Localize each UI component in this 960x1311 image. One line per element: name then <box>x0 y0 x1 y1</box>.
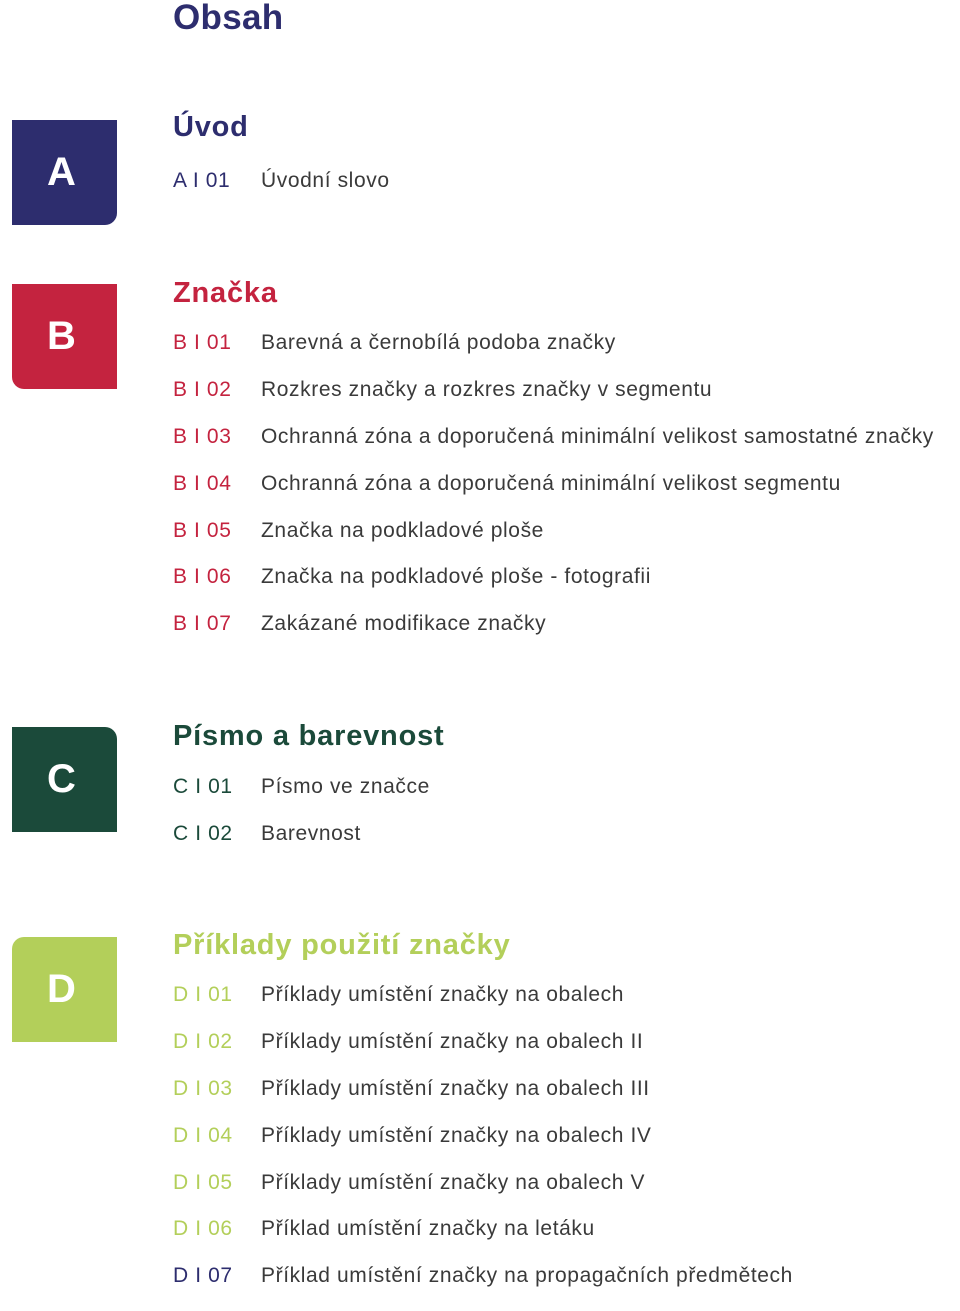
item-code: D I 07 <box>173 1264 233 1288</box>
item-text: Písmo ve značce <box>261 775 430 798</box>
toc-item[interactable] <box>173 472 934 519</box>
section-badge-c: C <box>12 727 117 832</box>
toc-item[interactable] <box>173 1171 793 1218</box>
item-code: C I 01 <box>173 775 233 798</box>
item-text: Příklady umístění značky na obalech V <box>261 1170 646 1194</box>
item-text: Rozkres značky a rozkres značky v segmentu <box>261 377 713 401</box>
section-items-c <box>173 775 430 869</box>
toc-item[interactable] <box>173 1124 793 1171</box>
section-items-d <box>173 983 793 1311</box>
toc-item[interactable] <box>173 822 430 869</box>
section-title-d[interactable]: Příklady použití značky <box>173 929 511 961</box>
item-code: D I 01 <box>173 983 233 1006</box>
item-code: B I 04 <box>173 471 232 495</box>
item-code: B I 07 <box>173 612 232 636</box>
item-text: Příklady umístění značky na obalech II <box>261 1029 644 1053</box>
item-text: Značka na podkladové ploše - fotografii <box>261 565 651 589</box>
item-code: C I 02 <box>173 821 233 845</box>
toc-item[interactable] <box>173 169 390 216</box>
item-code: B I 01 <box>173 331 232 354</box>
section-badge-a: A <box>12 120 117 225</box>
toc-item[interactable] <box>173 378 934 425</box>
toc-item[interactable] <box>173 1077 793 1124</box>
item-code: D I 06 <box>173 1217 233 1241</box>
item-text: Příklad umístění značky na letáku <box>261 1217 595 1241</box>
toc-item[interactable] <box>173 565 934 612</box>
item-text: Barevná a černobílá podoba značky <box>261 331 616 354</box>
section-title-c[interactable]: Písmo a barevnost <box>173 720 445 752</box>
item-code: D I 05 <box>173 1170 233 1194</box>
item-text: Ochranná zóna a doporučená minimální velikost samostatné značky <box>261 424 934 448</box>
item-text: Příklady umístění značky na obalech <box>261 983 625 1006</box>
section-badge-b: B <box>12 284 117 389</box>
item-text: Úvodní slovo <box>261 169 390 192</box>
section-items-b <box>173 331 934 659</box>
section-items-a <box>173 169 390 216</box>
page-title: Obsah <box>173 0 284 37</box>
section-title-b[interactable]: Značka <box>173 277 278 309</box>
toc-item[interactable] <box>173 1030 793 1077</box>
item-text: Příklad umístění značky na propagačních předmětech <box>261 1264 793 1288</box>
toc-item[interactable] <box>173 775 430 822</box>
toc-item[interactable] <box>173 425 934 472</box>
item-text: Příklady umístění značky na obalech IV <box>261 1123 652 1147</box>
section-title-a[interactable]: Úvod <box>173 111 249 143</box>
item-code: D I 02 <box>173 1029 233 1053</box>
toc-item[interactable] <box>173 1217 793 1264</box>
item-code: B I 03 <box>173 424 232 448</box>
item-code: B I 05 <box>173 518 232 542</box>
item-text: Značka na podkladové ploše <box>261 518 544 542</box>
section-badge-d: D <box>12 937 117 1042</box>
toc-item[interactable] <box>173 1264 793 1311</box>
item-code: B I 02 <box>173 377 232 401</box>
toc-item[interactable] <box>173 612 934 659</box>
item-text: Ochranná zóna a doporučená minimální velikost segmentu <box>261 471 841 495</box>
item-code: A I 01 <box>173 169 231 192</box>
item-code: D I 04 <box>173 1123 233 1147</box>
item-text: Barevnost <box>261 821 361 845</box>
toc-item[interactable] <box>173 983 793 1030</box>
toc-item[interactable] <box>173 519 934 566</box>
item-code: D I 03 <box>173 1076 233 1100</box>
item-code: B I 06 <box>173 565 232 589</box>
item-text: Příklady umístění značky na obalech III <box>261 1076 650 1100</box>
item-text: Zakázané modifikace značky <box>261 612 547 636</box>
toc-item[interactable] <box>173 331 934 378</box>
